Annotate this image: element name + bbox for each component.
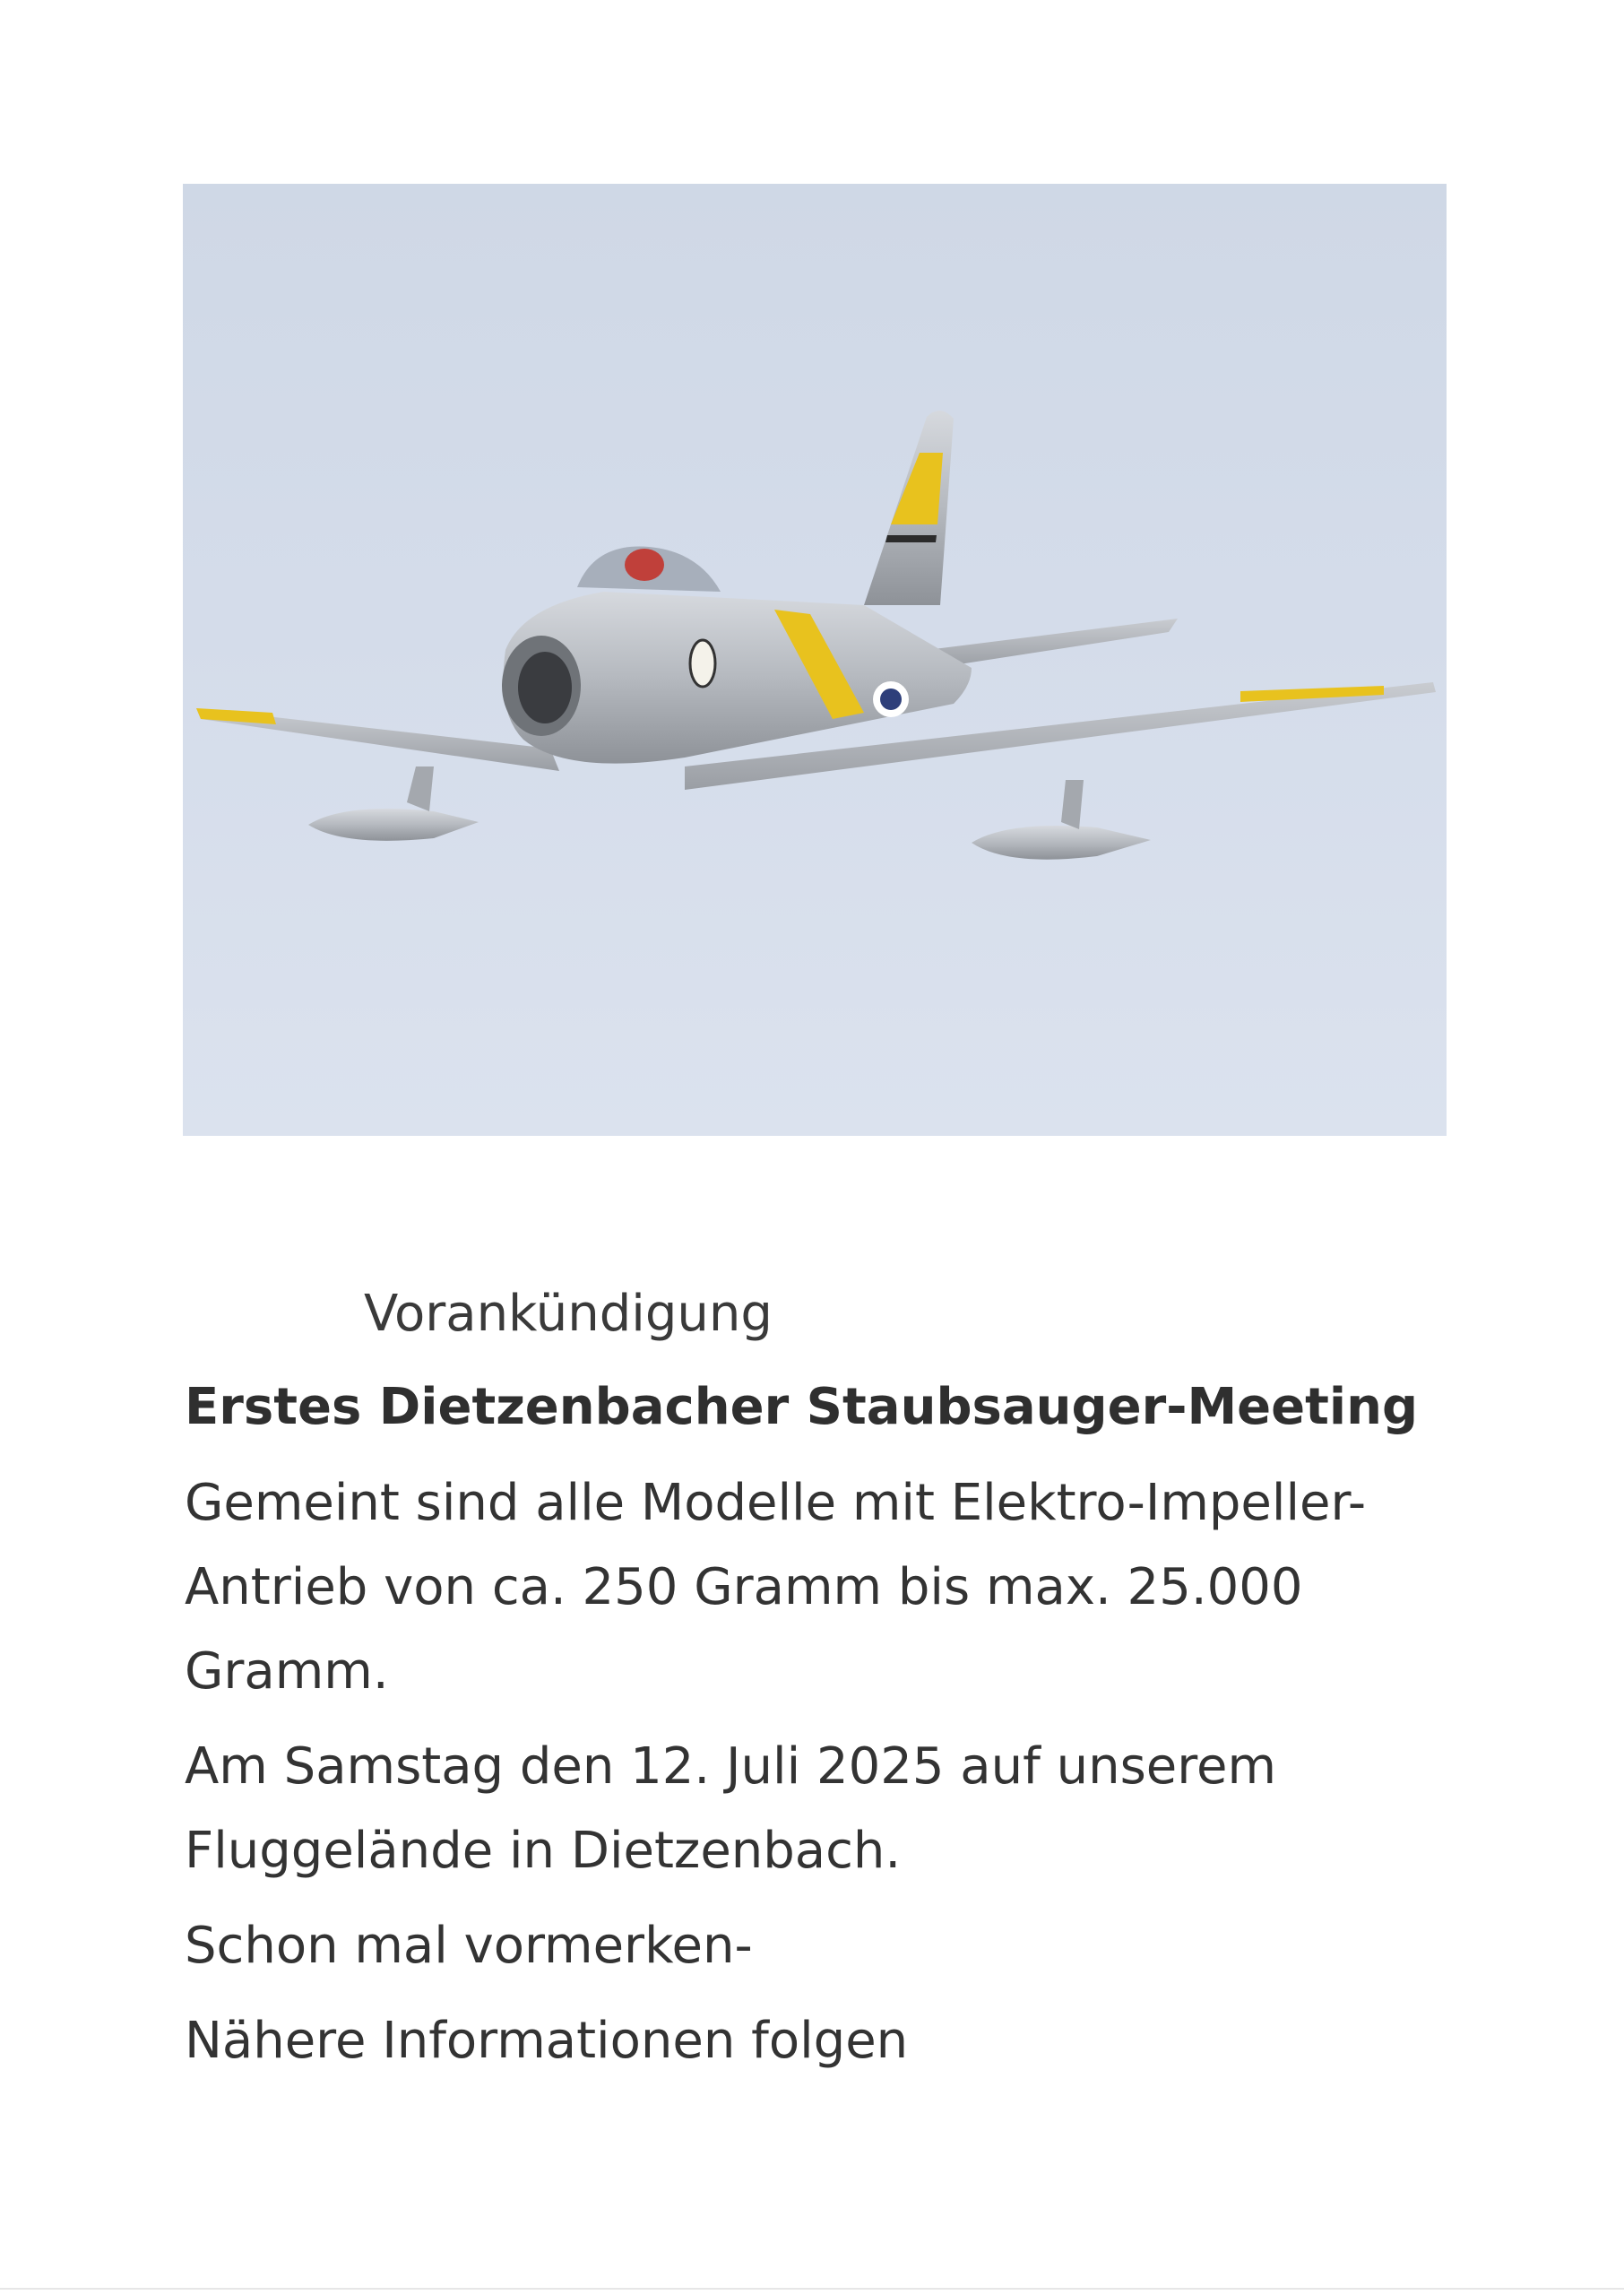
paragraph-date-location: Am Samstag den 12. Juli 2025 auf unserem Fluggelände in Dietzenbach. — [185, 1737, 1276, 1880]
paragraph-save-the-date: Schon mal vormerken- — [185, 1917, 753, 1975]
scan-edge-line — [0, 2288, 1624, 2290]
pre-announcement-label: Vorankündigung — [364, 1285, 773, 1343]
announcement-text — [185, 1284, 1457, 2094]
aircraft-photo — [183, 184, 1447, 1136]
paragraph-more-info: Nähere Informationen folgen — [185, 2012, 909, 2070]
jet-illustration — [183, 184, 1447, 1136]
paragraph-models: Gemeint sind alle Modelle mit Elektro-Impeller-Antrieb von ca. 250 Gramm bis max. 25.000 Gramm. — [185, 1474, 1367, 1701]
event-headline: Erstes Dietzenbacher Staubsauger-Meeting — [185, 1378, 1419, 1436]
